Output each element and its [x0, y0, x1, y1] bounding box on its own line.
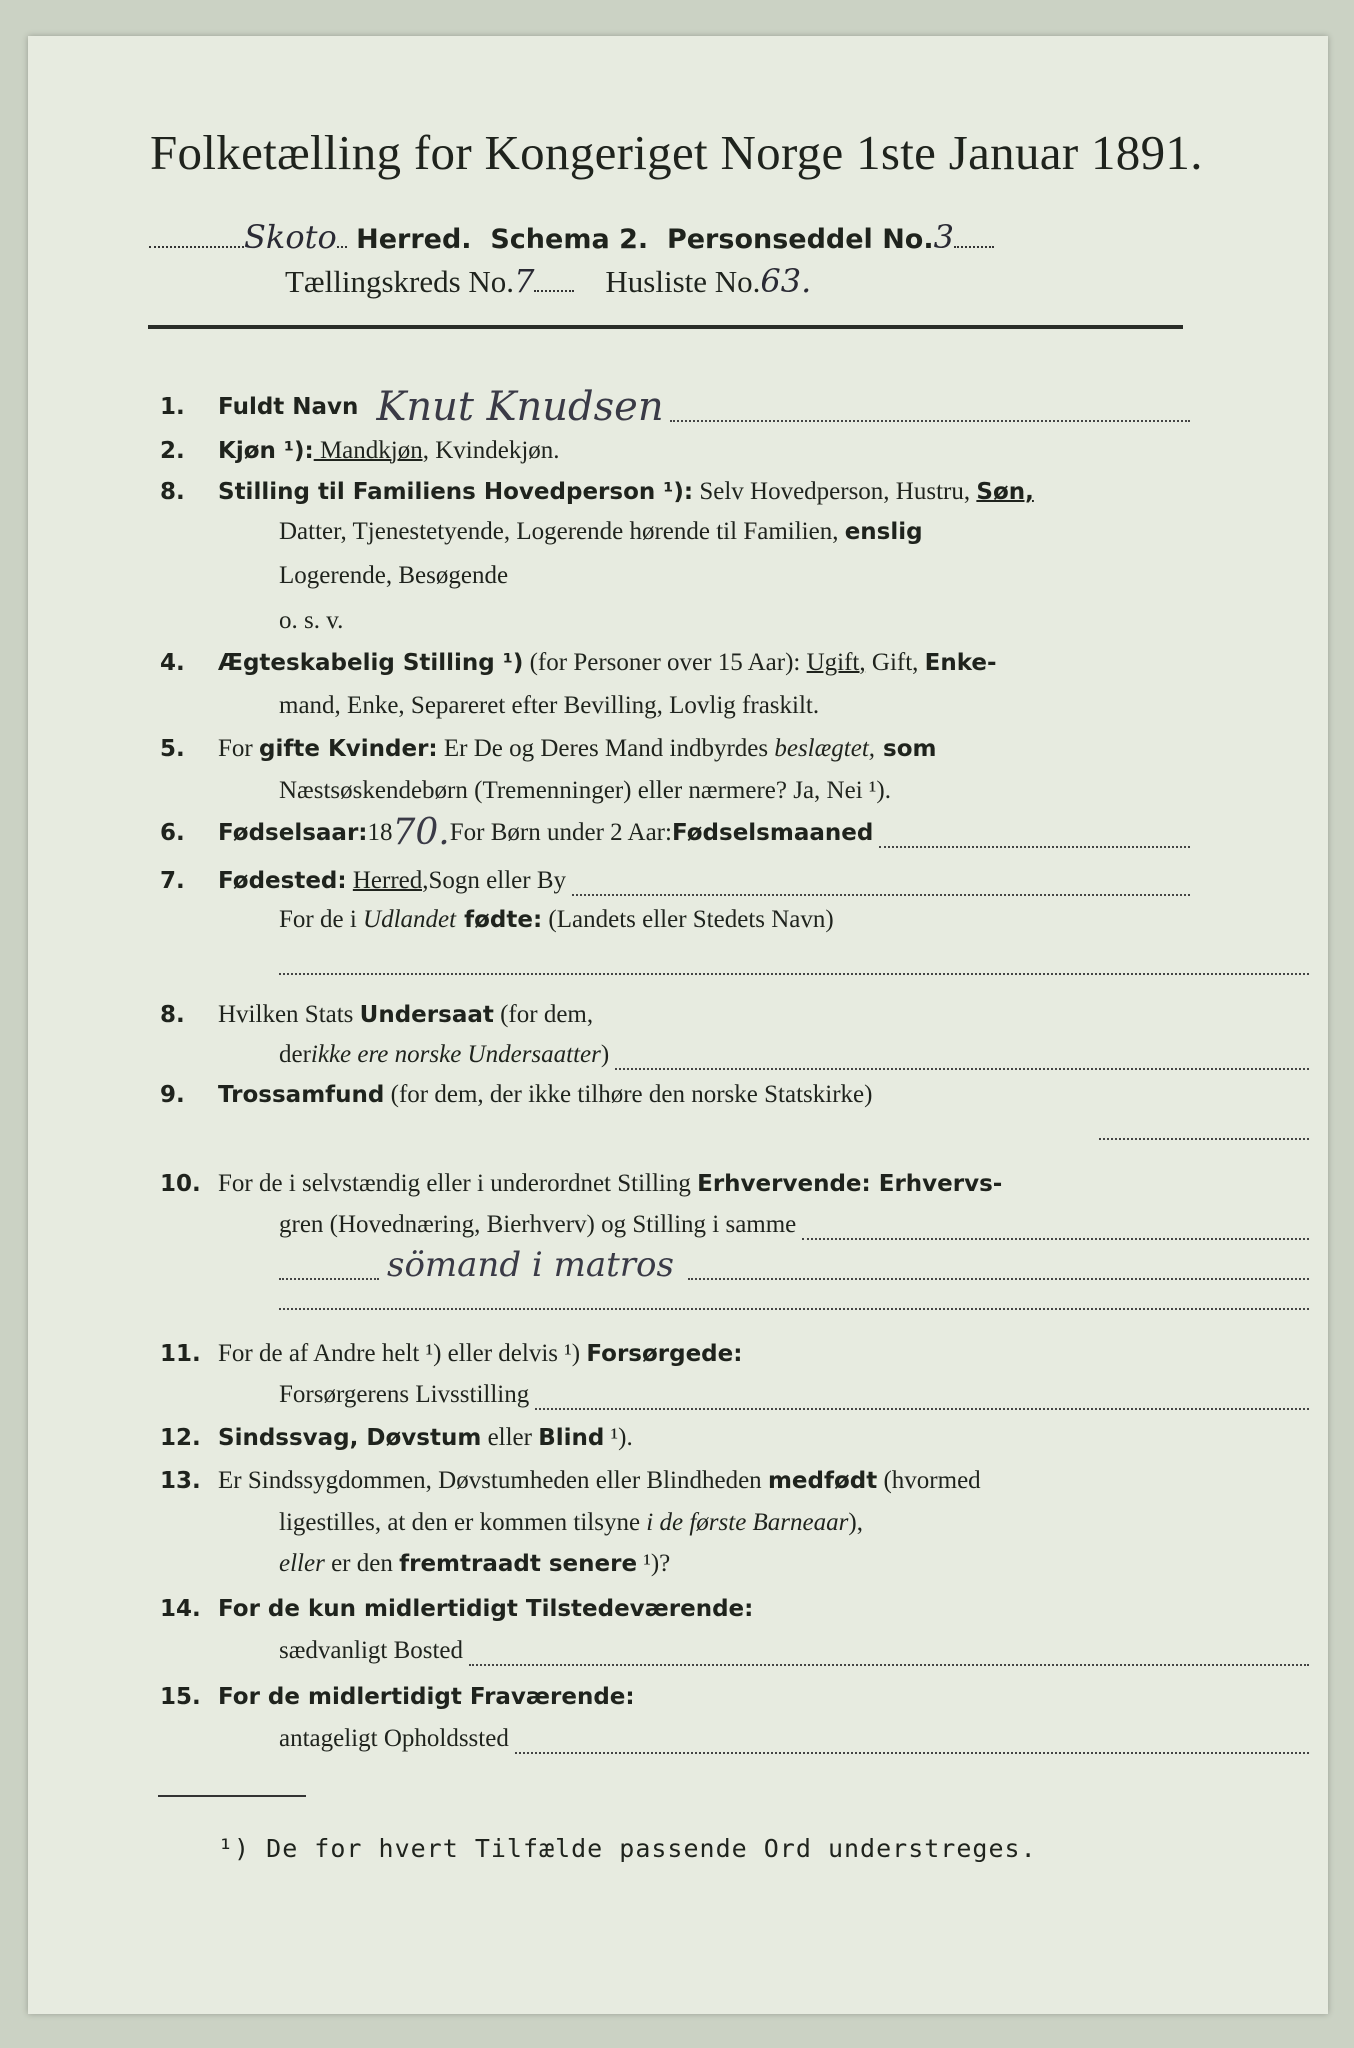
- item-2-sex: 2. Kjøn ¹): Mandkjøn, Kvindekjøn.: [160, 437, 560, 464]
- item-8-citizenship: 8. Hvilken Stats Undersaat (for dem,: [160, 1001, 594, 1028]
- ugift-selected: Ugift,: [806, 649, 866, 676]
- item-4-marital: 4. Ægteskabelig Stilling ¹) (for Personer over 15 Aar): Ugift, Gift, Enke-: [160, 649, 997, 676]
- personseddel-value: 3: [933, 218, 954, 256]
- schema-label: Schema 2.: [490, 224, 649, 255]
- item-1-name: 1. Fuldt Navn Knut Knudsen: [160, 392, 1190, 422]
- husliste-value: 63.: [760, 262, 812, 300]
- herred-selected: Herred,: [352, 867, 429, 894]
- item-9-religion: 9. Trossamfund (for dem, der ikke tilhøre den norske Statskirke): [160, 1081, 873, 1108]
- item-11-supported: 11. For de af Andre helt ¹) eller delvis ¹) Forsørgede:: [160, 1340, 743, 1367]
- kreds-label: Tællingskreds No.: [285, 264, 515, 299]
- footnote-rule: [158, 1795, 306, 1797]
- item-10-occupation: 10. For de i selvstændig eller i underordnet Stilling Erhvervende: Erhvervs-: [160, 1170, 1003, 1197]
- birthyear-value: 70.: [392, 812, 450, 853]
- herred-value: Skoto: [244, 218, 337, 256]
- personseddel-label: Personseddel No.: [666, 224, 934, 255]
- kreds-value: 7: [514, 262, 535, 300]
- son-selected: Søn,: [976, 479, 1034, 505]
- item-3-position: 8. Stilling til Familiens Hovedperson ¹): Selv Hovedperson, Hustru, Søn,: [160, 478, 1034, 505]
- name-value: Knut Knudsen: [376, 384, 664, 430]
- item-15-temporary-absent: 15. For de midlertidigt Fraværende:: [160, 1684, 635, 1710]
- header-rule: [148, 325, 1183, 329]
- kreds-line: [285, 262, 811, 300]
- item-12-disability: 12. Sindssvag, Døvstum eller Blind ¹).: [160, 1424, 633, 1451]
- herred-line: [149, 218, 1184, 256]
- item-7-birthplace: 7. Fødested: Herred, Sogn eller By: [160, 866, 1190, 896]
- occupation-value: sömand i matros: [387, 1245, 674, 1285]
- item-5-married-women: 5. For gifte Kvinder: Er De og Deres Mand indbyrdes beslægtet, som: [160, 735, 937, 762]
- form-title: Folketælling for Kongeriget Norge 1ste Januar 1891.: [150, 125, 1203, 180]
- item-6-birthyear: 6. Fødselsaar: 18 70. For Børn under 2 Aar: Fødselsmaaned: [160, 818, 1190, 848]
- item-14-temporary-present: 14. For de kun midlertidigt Tilstedeværende:: [160, 1596, 754, 1622]
- footnote: ¹) De for hvert Tilfælde passende Ord understreges.: [218, 1834, 1037, 1863]
- item-13-congenital: 13. Er Sindssygdommen, Døvstumheden eller Blindheden medfødt (hvormed: [160, 1467, 981, 1494]
- mandkjon-selected: Mandkjøn,: [313, 437, 429, 464]
- herred-label: Herred.: [356, 224, 472, 255]
- husliste-label: Husliste No.: [605, 264, 761, 299]
